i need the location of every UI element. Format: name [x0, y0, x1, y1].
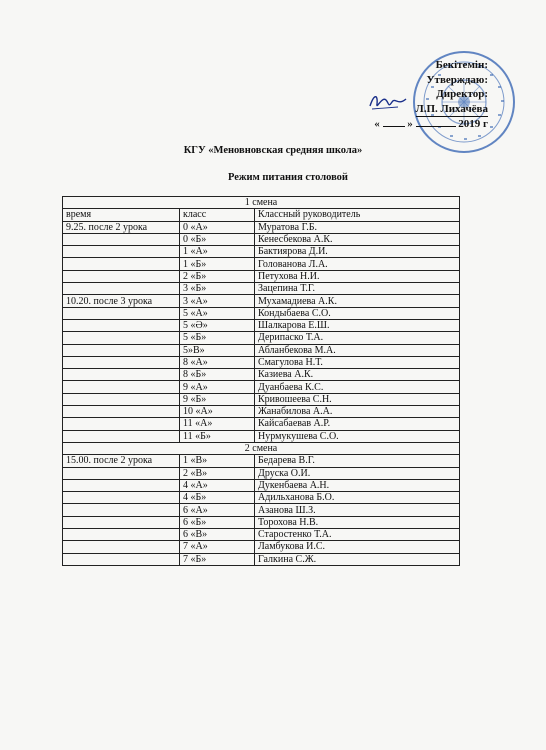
time-cell — [63, 467, 180, 479]
table-header-row — [63, 209, 460, 221]
teacher-cell: Дерипаско Т.А. — [255, 332, 460, 344]
teacher-cell: Голованова Л.А. — [255, 258, 460, 270]
table-row — [63, 233, 460, 245]
class-cell: 1 «Б» — [180, 258, 255, 270]
teacher-cell: Бактиярова Д.И. — [255, 246, 460, 258]
class-cell: 2 «В» — [180, 467, 255, 479]
shift-header-row — [63, 197, 460, 209]
table-row — [63, 258, 460, 270]
time-cell — [63, 541, 180, 553]
time-cell — [63, 270, 180, 282]
document-title: Режим питания столовой — [228, 172, 348, 183]
time-cell — [63, 393, 180, 405]
class-cell: 4 «А» — [180, 479, 255, 491]
table-row — [63, 283, 460, 295]
class-cell: 1 «В» — [180, 455, 255, 467]
class-cell: 3 «А» — [180, 295, 255, 307]
teacher-cell: Кайсабаевав А.Р. — [255, 418, 460, 430]
class-cell: 5 «А» — [180, 307, 255, 319]
class-cell: 9 «Б» — [180, 393, 255, 405]
teacher-cell: Адильханова Б.О. — [255, 492, 460, 504]
table-row — [63, 221, 460, 233]
teacher-cell: Смагулова Н.Т. — [255, 356, 460, 368]
table-row — [63, 492, 460, 504]
teacher-cell: Дукенбаева А.Н. — [255, 479, 460, 491]
time-cell — [63, 406, 180, 418]
class-cell: 8 «А» — [180, 356, 255, 368]
teacher-cell: Шалкарова Е.Ш. — [255, 319, 460, 331]
shift-header-row — [63, 442, 460, 454]
teacher-cell: Друска О.И. — [255, 467, 460, 479]
table-row — [63, 516, 460, 528]
class-cell: 7 «Б» — [180, 553, 255, 565]
teacher-cell: Казиева А.К. — [255, 369, 460, 381]
teacher-cell: Дуанбаева К.С. — [255, 381, 460, 393]
teacher-cell: Торохова Н.В. — [255, 516, 460, 528]
class-cell: 5 «Б» — [180, 332, 255, 344]
table-row — [63, 246, 460, 258]
class-cell: 1 «А» — [180, 246, 255, 258]
table-row — [63, 307, 460, 319]
time-cell: 10.20. после 3 урока — [63, 295, 180, 307]
table-row — [63, 504, 460, 516]
time-cell — [63, 381, 180, 393]
time-cell — [63, 233, 180, 245]
header-teacher: Классный руководитель — [255, 209, 460, 221]
time-cell — [63, 307, 180, 319]
teacher-cell: Нурмукушева С.О. — [255, 430, 460, 442]
table-row — [63, 430, 460, 442]
teacher-cell: Муратова Г.Б. — [255, 221, 460, 233]
class-cell: 0 «Б» — [180, 233, 255, 245]
approval-date: « » 2019 г — [374, 118, 488, 130]
time-cell — [63, 418, 180, 430]
time-cell — [63, 492, 180, 504]
teacher-cell: Абланбекова М.А. — [255, 344, 460, 356]
time-cell — [63, 430, 180, 442]
table-row — [63, 319, 460, 331]
teacher-cell: Петухова Н.И. — [255, 270, 460, 282]
time-cell — [63, 516, 180, 528]
meal-schedule-table — [62, 196, 460, 566]
time-cell — [63, 369, 180, 381]
header-class: класс — [180, 209, 255, 221]
table-row — [63, 479, 460, 491]
time-cell — [63, 356, 180, 368]
table-row — [63, 406, 460, 418]
table-row — [63, 270, 460, 282]
table-row — [63, 295, 460, 307]
header-time: время — [63, 209, 180, 221]
table-row — [63, 529, 460, 541]
teacher-cell: Кенесбекова А.К. — [255, 233, 460, 245]
shift1-label: 1 смена — [63, 197, 460, 209]
teacher-cell: Кривошеева С.Н. — [255, 393, 460, 405]
teacher-cell: Кондыбаева С.О. — [255, 307, 460, 319]
teacher-cell: Ламбукова И.С. — [255, 541, 460, 553]
table-row — [63, 381, 460, 393]
time-cell: 9.25. после 2 урока — [63, 221, 180, 233]
teacher-cell: Жанабилова А.А. — [255, 406, 460, 418]
time-cell: 15.00. после 2 урока — [63, 455, 180, 467]
class-cell: 4 «Б» — [180, 492, 255, 504]
teacher-cell: Мухамадиева А.К. — [255, 295, 460, 307]
time-cell — [63, 504, 180, 516]
class-cell: 9 «А» — [180, 381, 255, 393]
approval-name: Л.П. Лихачёва — [416, 102, 488, 118]
time-cell — [63, 246, 180, 258]
class-cell: 6 «Б» — [180, 516, 255, 528]
table-row — [63, 369, 460, 381]
teacher-cell: Галкина С.Ж. — [255, 553, 460, 565]
table-row — [63, 356, 460, 368]
class-cell: 8 «Б» — [180, 369, 255, 381]
class-cell: 3 «Б» — [180, 283, 255, 295]
class-cell: 11 «Б» — [180, 430, 255, 442]
class-cell: 6 «В» — [180, 529, 255, 541]
class-cell: 0 «А» — [180, 221, 255, 233]
table-row — [63, 344, 460, 356]
shift2-label: 2 смена — [63, 442, 460, 454]
class-cell: 6 «А» — [180, 504, 255, 516]
teacher-cell: Старостенко Т.А. — [255, 529, 460, 541]
table-row — [63, 393, 460, 405]
approval-kz: Бекітемін: — [435, 59, 488, 71]
time-cell — [63, 529, 180, 541]
class-cell: 5 «Ә» — [180, 319, 255, 331]
time-cell — [63, 319, 180, 331]
table-row — [63, 418, 460, 430]
class-cell: 10 «А» — [180, 406, 255, 418]
table-row — [63, 455, 460, 467]
class-cell: 7 «А» — [180, 541, 255, 553]
time-cell — [63, 344, 180, 356]
class-cell: 5»В» — [180, 344, 255, 356]
table-row — [63, 541, 460, 553]
teacher-cell: Зацепина Т.Г. — [255, 283, 460, 295]
school-title: КГУ «Меновновская средняя школа» — [183, 145, 363, 156]
class-cell: 11 «А» — [180, 418, 255, 430]
teacher-cell: Азанова Ш.З. — [255, 504, 460, 516]
time-cell — [63, 332, 180, 344]
table-row — [63, 332, 460, 344]
teacher-cell: Бедарева В.Г. — [255, 455, 460, 467]
class-cell: 2 «Б» — [180, 270, 255, 282]
time-cell — [63, 553, 180, 565]
approval-position: Директор: — [436, 88, 488, 100]
time-cell — [63, 479, 180, 491]
table-row — [63, 553, 460, 565]
time-cell — [63, 258, 180, 270]
approval-ru: Утверждаю: — [426, 73, 488, 86]
approval-block — [374, 58, 488, 132]
table-row — [63, 467, 460, 479]
time-cell — [63, 283, 180, 295]
